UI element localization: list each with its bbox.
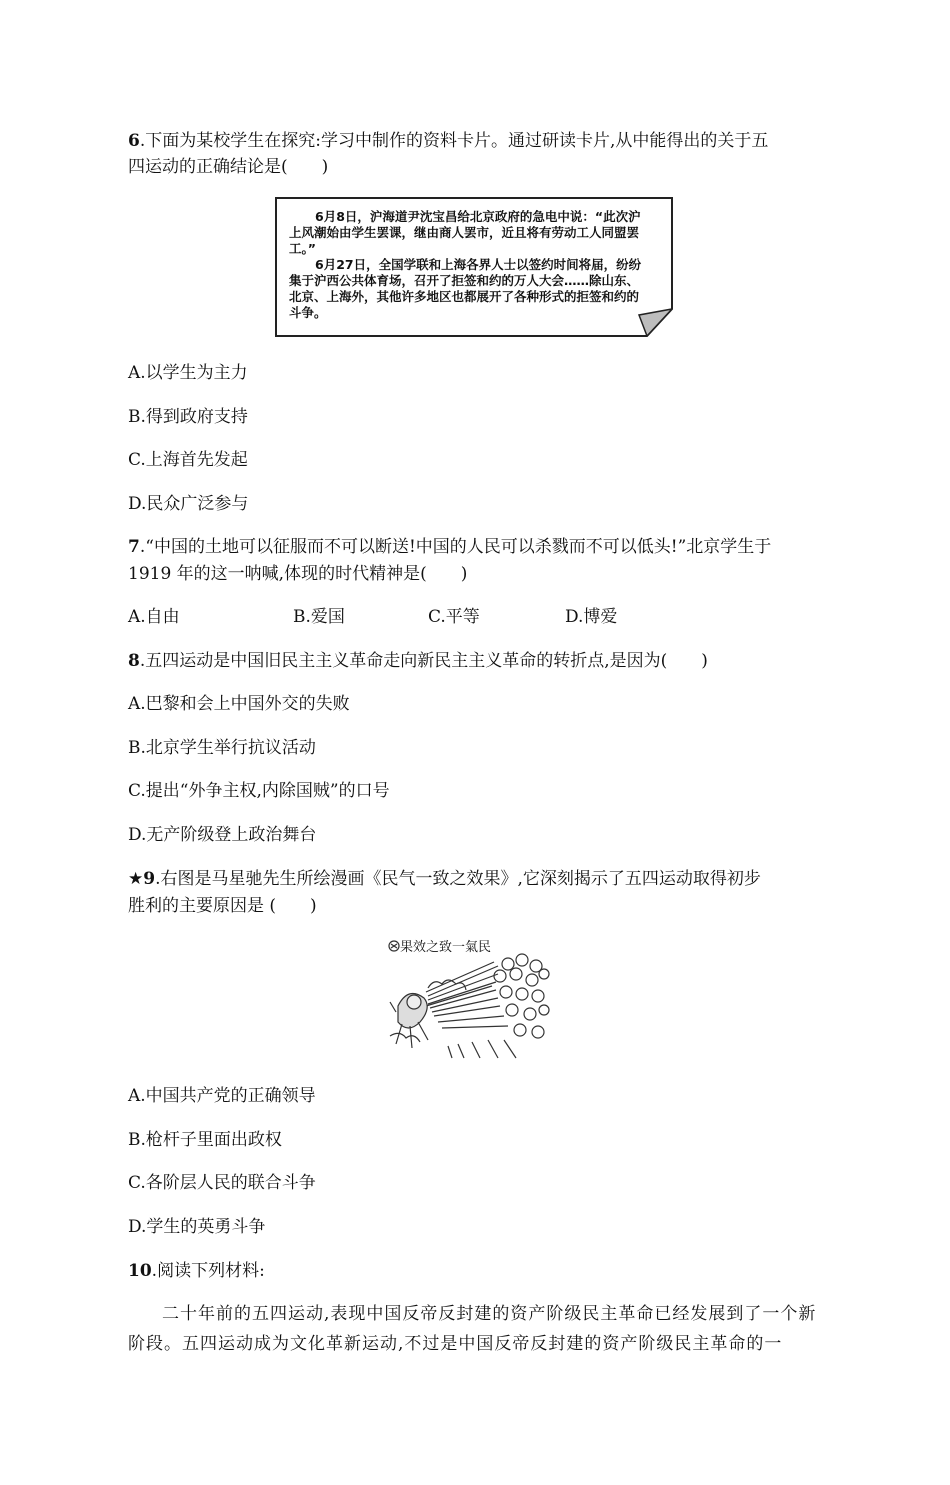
star-icon: ★ [128, 869, 144, 889]
q7-option-c[interactable]: C.平等 [428, 607, 480, 627]
q7-stem-line2: 1919 年的这一呐喊,体现的时代精神是( ) [128, 564, 468, 584]
q6-stem-line2: 四运动的正确结论是( ) [128, 157, 329, 177]
q6-option-d[interactable]: D.民众广泛参与 [128, 494, 249, 514]
card-text [289, 209, 649, 321]
q6-stem-line1 [128, 128, 768, 154]
q7-options [128, 604, 617, 630]
q9-stem-line1 [128, 866, 761, 892]
q8-number: 8 [128, 651, 140, 671]
q10-material-paragraph: 二十年前的五四运动,表现中国反帝反封建的资产阶级民主革命已经发展到了一个新阶段。五四运动成为文化革新运动,不过是中国反帝反封建的资产阶级民主革命的一 [128, 1304, 817, 1354]
card-paragraph-1: 6月8日，沪海道尹沈宝昌给北京政府的急电中说：“此次沪上风潮始由学生罢课，继由商人罢市，近且将有劳动工人同盟罢工。” [289, 209, 641, 256]
q7-option-b[interactable]: B.爱国 [293, 607, 345, 627]
q9-option-d[interactable]: D.学生的英勇斗争 [128, 1217, 266, 1237]
q9-option-a[interactable]: A.中国共产党的正确领导 [128, 1086, 316, 1106]
q6-number: 6 [128, 131, 140, 151]
q9-number: 9 [143, 869, 156, 889]
q8-option-c[interactable]: C.提出“外争主权,内除国贼”的口号 [128, 781, 390, 801]
q8-stem-line1 [128, 648, 708, 674]
q7-stem-text1: .“中国的土地可以征服而不可以断送!中国的人民可以杀戮而不可以低头!”北京学生于 [139, 537, 772, 557]
q8-stem-text1: .五四运动是中国旧民主主义革命走向新民主主义革命的转折点,是因为( ) [139, 651, 708, 671]
q6-option-b[interactable]: B.得到政府支持 [128, 407, 248, 427]
q9-stem-line2: 胜利的主要原因是 ( ) [128, 896, 317, 916]
q7-option-d[interactable]: D.博爱 [565, 607, 618, 627]
q10-number: 10 [128, 1261, 152, 1281]
q7-option-a[interactable]: A.自由 [128, 607, 180, 627]
q7-stem-line1 [128, 534, 771, 560]
q9-stem-text1: .右图是马星驰先生所绘漫画《民气一致之效果》,它深刻揭示了五四运动取得初步 [155, 869, 761, 889]
source-card [275, 197, 673, 337]
q8-option-d[interactable]: D.无产阶级登上政治舞台 [128, 825, 317, 845]
q8-option-b[interactable]: B.北京学生举行抗议活动 [128, 738, 316, 758]
q8-option-a[interactable]: A.巴黎和会上中国外交的失败 [128, 694, 350, 714]
q10-stem-line1 [128, 1258, 265, 1284]
cartoon-caption: 果效之致一氣民 [400, 940, 492, 955]
q6-stem-text1: .下面为某校学生在探究:学习中制作的资料卡片。通过研读卡片,从中能得出的关于五 [139, 131, 769, 151]
q10-stem-text1: .阅读下列材料: [151, 1261, 265, 1281]
q9-option-b[interactable]: B.枪杆子里面出政权 [128, 1130, 282, 1150]
q6-option-c[interactable]: C.上海首先发起 [128, 450, 248, 470]
q9-option-c[interactable]: C.各阶层人民的联合斗争 [128, 1173, 316, 1193]
card-paragraph-2: 6月27日，全国学联和上海各界人士以签约时间将届，纷纷集于沪西公共体育场，召开了拒签和约的万人大会……除山东、北京、上海外，其他许多地区也都展开了各种形式的拒签和约的斗争。 [289, 257, 642, 320]
cartoon-image [388, 936, 552, 1062]
q7-number: 7 [128, 537, 140, 557]
q6-option-a[interactable]: A.以学生为主力 [128, 363, 248, 383]
